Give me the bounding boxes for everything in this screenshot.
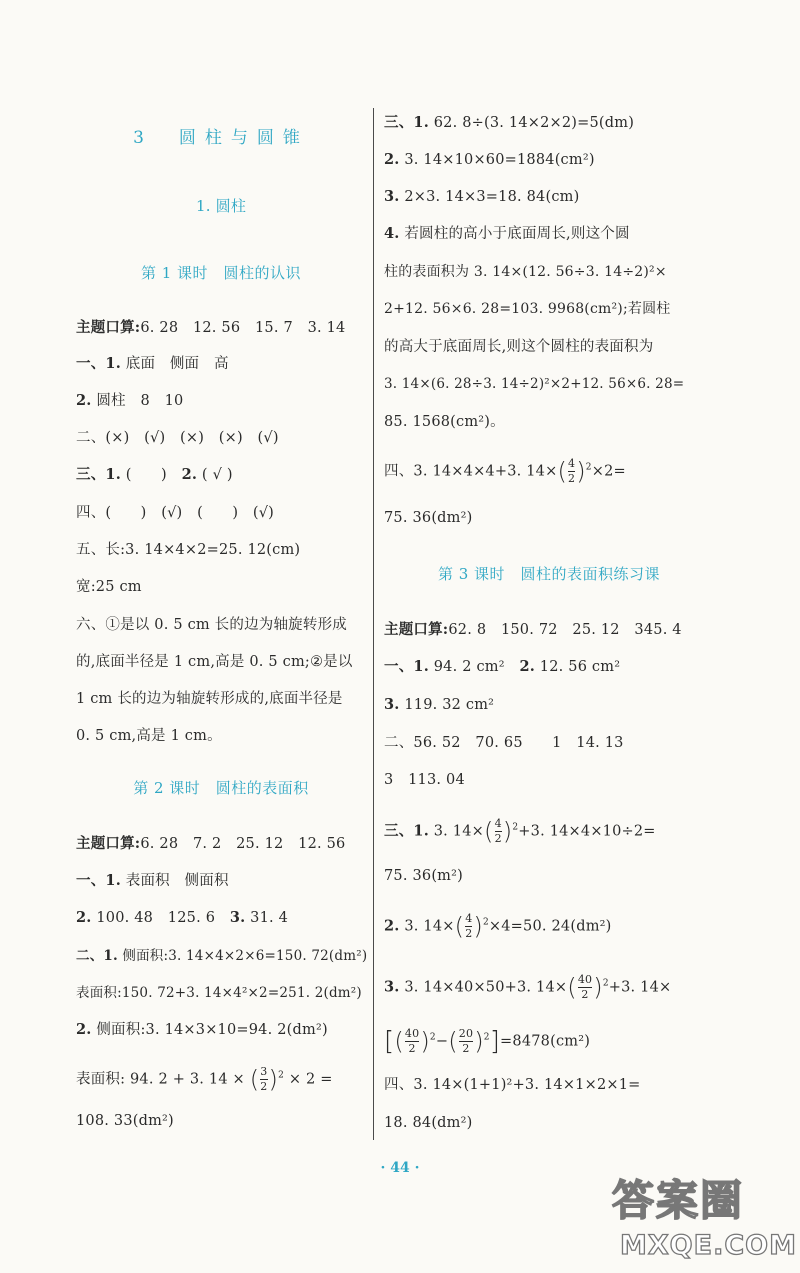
answer-label: 2. <box>76 1021 92 1038</box>
lesson-1-title: 第 1 课时 圆柱的认识 <box>140 264 302 282</box>
answer-line: 18. 84(dm²) <box>384 1115 473 1131</box>
answer-text: 62. 8÷(3. 14×2×2)=5(dm) <box>428 115 635 131</box>
answer-label: 2. <box>181 466 198 483</box>
answer-text: 3. 14× <box>428 823 484 840</box>
fraction-denominator: 2 <box>494 832 502 845</box>
answer-line <box>76 946 367 966</box>
answer-line <box>384 818 656 845</box>
answer-line <box>76 1066 333 1093</box>
left-paren: ( <box>557 457 568 486</box>
answer-label: 3. <box>229 909 246 926</box>
fraction <box>495 818 502 845</box>
left-paren: ( <box>394 1027 404 1056</box>
right-paren: ) <box>502 817 513 846</box>
answer-line <box>384 224 630 244</box>
right-paren: ) <box>268 1065 279 1094</box>
right-paren: ) <box>473 912 483 941</box>
answer-text: 6. 28 12. 56 15. 7 3. 14 <box>140 320 346 336</box>
fraction-denominator: 2 <box>408 1042 416 1055</box>
left-paren: ( <box>484 817 494 846</box>
answer-text: 3. 14×40×50+3. 14× <box>399 979 568 996</box>
exponent: 2 <box>429 1032 436 1043</box>
answer-line <box>384 458 626 485</box>
exponent: 2 <box>512 822 519 833</box>
answer-text: 31. 4 <box>245 910 289 926</box>
fraction-numerator: 40 <box>577 973 593 986</box>
answer-line: 表面积:150. 72+3. 14×4²×2=251. 2(dm²) <box>76 985 362 1001</box>
answer-text: ×4=50. 24(dm²) <box>488 918 612 935</box>
left-bracket: [ <box>384 1026 395 1057</box>
answer-line <box>384 657 620 677</box>
answer-label: 三、1. <box>384 822 429 840</box>
answer-label: 3. <box>384 188 400 205</box>
answer-label: 二、1. <box>76 948 118 964</box>
answer-text: ( √ ) <box>197 467 233 483</box>
answer-text: 62. 8 150. 72 25. 12 345. 4 <box>448 622 682 638</box>
answer-line: 五、长:3. 14×4×2=25. 12(cm) <box>76 542 301 558</box>
answer-line: 75. 36(m²) <box>384 868 463 884</box>
answer-text: 侧面积:3. 14×4×2×6=150. 72(dm²) <box>117 948 368 964</box>
minus-sign: − <box>435 1033 449 1050</box>
fraction-denominator: 2 <box>465 927 473 940</box>
answer-line: 六、①是以 0. 5 cm 长的边为轴旋转形成 <box>76 617 347 633</box>
answer-line <box>76 465 233 485</box>
answer-text: =8478(cm²) <box>500 1033 591 1050</box>
answer-text: 94. 2 cm² <box>428 659 520 675</box>
lesson-3-title: 第 3 课时 圆柱的表面积练习课 <box>437 565 661 583</box>
answer-text: 底面 侧面 高 <box>120 356 229 372</box>
answer-label: 2. <box>384 151 400 168</box>
answer-text: 表面积 侧面积 <box>120 873 229 889</box>
right-paren: ) <box>420 1027 430 1056</box>
exponent: 2 <box>585 462 592 473</box>
fraction-numerator: 3 <box>260 1065 268 1078</box>
answer-label: 一、1. <box>76 355 121 372</box>
answer-line: 85. 1568(cm²)。 <box>384 414 505 430</box>
answer-text: 100. 48 125. 6 <box>91 910 230 926</box>
answer-text: 表面积: 94. 2 + 3. 14 × <box>76 1071 250 1088</box>
answer-line: 柱的表面积为 3. 14×(12. 56÷3. 14÷2)²× <box>384 264 667 280</box>
exponent: 2 <box>482 917 489 928</box>
answer-label: 三、1. <box>76 466 121 483</box>
answer-label: 主题口算: <box>76 835 141 852</box>
answer-label: 2. <box>76 392 92 409</box>
answer-label: 3. <box>384 978 400 996</box>
answer-text: 3. 14×10×60=1884(cm²) <box>399 152 595 168</box>
left-paren: ( <box>567 973 577 1002</box>
fraction-numerator: 20 <box>458 1027 474 1040</box>
watermark-title: 答案圈 <box>612 1176 745 1225</box>
fraction-numerator: 4 <box>494 817 502 830</box>
right-paren: ) <box>593 973 603 1002</box>
answer-label: 4. <box>384 225 400 242</box>
answer-text: 12. 56 cm² <box>534 659 621 675</box>
fraction <box>405 1028 419 1055</box>
answer-line <box>384 620 682 640</box>
right-paren: ) <box>474 1027 484 1056</box>
fraction <box>459 1028 473 1055</box>
answer-text: ×2= <box>591 463 626 480</box>
answer-line <box>384 974 671 1001</box>
fraction-denominator: 2 <box>260 1080 268 1093</box>
answer-line: 1 cm 长的边为轴旋转形成的,底面半径是 <box>76 691 343 707</box>
column-divider <box>373 108 374 1140</box>
answer-line: 四、( ) (√) ( ) (√) <box>76 505 275 521</box>
answer-line: 3. 14×(6. 28÷3. 14÷2)²×2+12. 56×6. 28= <box>384 376 685 392</box>
answer-text: ( ) <box>120 467 182 483</box>
answer-line <box>384 150 595 170</box>
answer-text: 119. 32 cm² <box>399 697 495 713</box>
left-paren: ( <box>454 912 465 941</box>
answer-text: 侧面积:3. 14×3×10=94. 2(dm²) <box>91 1022 328 1038</box>
answer-line <box>384 913 612 940</box>
answer-text: 3. 14× <box>399 918 455 935</box>
answer-label: 主题口算: <box>76 319 141 336</box>
answer-line <box>76 354 229 374</box>
lesson-2-title: 第 2 课时 圆柱的表面积 <box>133 779 309 797</box>
fraction-denominator: 2 <box>462 1042 470 1055</box>
section-title: 1. 圆柱 <box>195 197 247 215</box>
answer-line <box>76 318 345 338</box>
answer-line: 二、(×) (√) (×) (×) (√) <box>76 430 279 446</box>
answer-line: 0. 5 cm,高是 1 cm。 <box>76 728 222 744</box>
watermark-url: MXQE.COM <box>620 1230 797 1261</box>
fraction-numerator: 40 <box>404 1027 420 1040</box>
answer-text: 2×3. 14×3=18. 84(cm) <box>399 189 580 205</box>
answer-text: 四、3. 14×4×4+3. 14× <box>384 463 558 480</box>
exponent: 2 <box>602 978 609 989</box>
left-paren: ( <box>448 1027 458 1056</box>
answer-label: 一、1. <box>76 872 121 889</box>
answer-text: 圆柱 8 10 <box>91 393 184 409</box>
answer-text: 若圆柱的高小于底面周长,则这个圆 <box>399 226 630 242</box>
answer-line <box>384 113 634 133</box>
answer-line <box>76 908 288 928</box>
answer-line: 75. 36(dm²) <box>384 510 473 526</box>
answer-text: +3. 14× <box>608 979 672 996</box>
answer-line: 的,底面半径是 1 cm,高是 0. 5 cm;②是以 <box>76 654 353 670</box>
answer-text: × 2 = <box>284 1071 333 1088</box>
answer-line: 宽:25 cm <box>76 579 142 595</box>
answer-line <box>76 871 229 891</box>
fraction-denominator: 2 <box>581 988 589 1001</box>
right-bracket: ] <box>489 1026 501 1057</box>
exponent: 2 <box>278 1070 285 1081</box>
fraction <box>568 458 575 485</box>
fraction <box>578 974 592 1001</box>
left-paren: ( <box>249 1065 260 1094</box>
answer-text: +3. 14×4×10÷2= <box>518 823 656 840</box>
answer-label: 主题口算: <box>384 621 449 638</box>
answer-label: 3. <box>384 696 400 713</box>
answer-line: 二、56. 52 70. 65 1 14. 13 <box>384 735 624 751</box>
answer-line: 3 113. 04 <box>384 772 465 788</box>
answer-line <box>76 391 183 411</box>
chapter-title: 3 圆柱与圆锥 <box>133 128 309 148</box>
answer-label: 2. <box>384 917 400 935</box>
fraction <box>260 1066 267 1093</box>
fraction-denominator: 2 <box>568 472 576 485</box>
answer-line: 2+12. 56×6. 28=103. 9968(cm²);若圆柱 <box>384 301 671 317</box>
answer-line <box>76 1020 328 1040</box>
right-paren: ) <box>576 457 586 486</box>
answer-label: 2. <box>519 658 535 675</box>
watermark-logo <box>612 1168 797 1268</box>
fraction-numerator: 4 <box>568 457 576 470</box>
answer-line <box>76 834 345 854</box>
answer-line: 四、3. 14×(1+1)²+3. 14×1×2×1= <box>384 1077 641 1093</box>
fraction <box>465 913 472 940</box>
exponent: 2 <box>483 1032 490 1043</box>
answer-line <box>384 1028 590 1055</box>
page-number: · 44 · <box>380 1160 420 1176</box>
answer-label: 2. <box>76 909 92 926</box>
answer-line <box>384 187 579 207</box>
answer-line <box>384 695 494 715</box>
answer-line: 108. 33(dm²) <box>76 1113 174 1129</box>
answer-text: 6. 28 7. 2 25. 12 12. 56 <box>140 836 346 852</box>
fraction-numerator: 4 <box>465 912 473 925</box>
answer-label: 三、1. <box>384 114 429 131</box>
answer-line: 的高大于底面周长,则这个圆柱的表面积为 <box>384 339 654 355</box>
answer-label: 一、1. <box>384 658 429 675</box>
